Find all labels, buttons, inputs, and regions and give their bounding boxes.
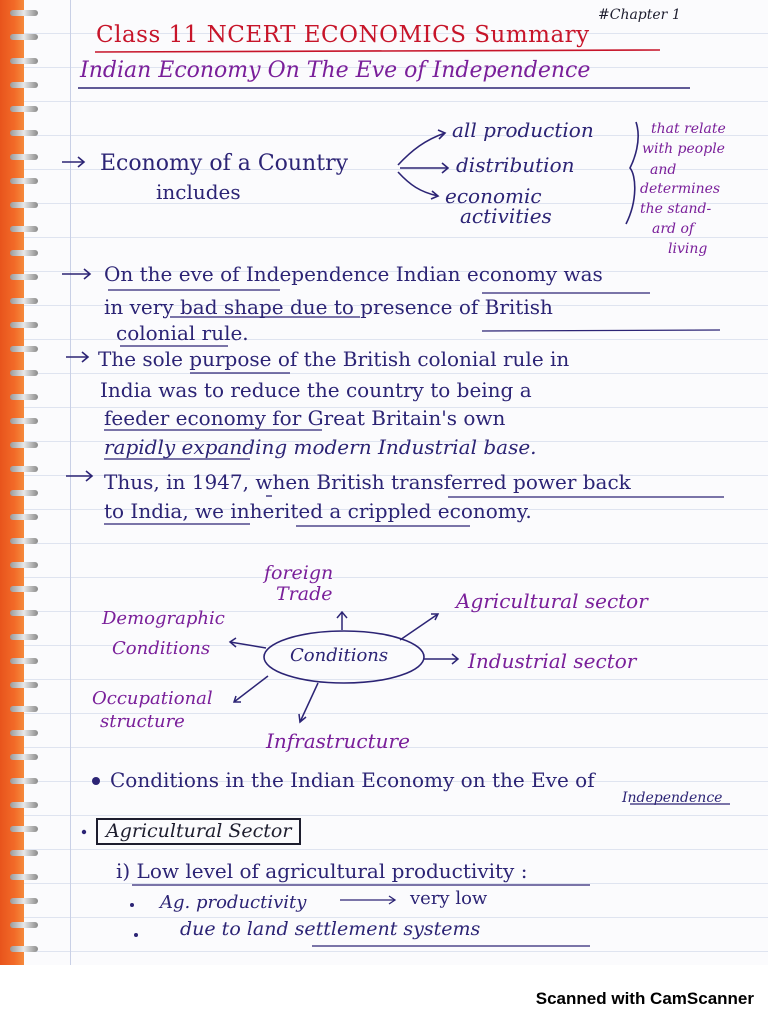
diagram-demographic-1: Demographic xyxy=(102,608,225,629)
diagram-foreign-2: Trade xyxy=(276,583,333,605)
diagram-industrial: Industrial sector xyxy=(468,649,637,673)
scanner-footer xyxy=(0,965,768,1024)
diagram-infra: Infrastructure xyxy=(266,729,410,753)
agricultural-sector-box: Agricultural Sector xyxy=(96,818,301,845)
diagram-center-label: Conditions xyxy=(290,645,389,666)
point1-line3: colonial rule. xyxy=(116,321,249,345)
bullet1-a: Ag. productivity xyxy=(160,892,307,913)
diagram-occupational-1: Occupational xyxy=(92,688,213,709)
point2-line3: feeder economy for Great Britain's own xyxy=(104,406,506,430)
economy-note-3: and xyxy=(650,162,677,178)
point2-line1: The sole purpose of the British colonial rule in xyxy=(98,347,570,371)
point2-line2: India was to reduce the country to being a xyxy=(100,378,532,402)
economy-note-6: ard of xyxy=(652,221,695,237)
economy-item-distribution: distribution xyxy=(456,153,575,177)
point2-line4: rapidly expanding modern Industrial base. xyxy=(104,435,537,459)
page-subtitle: Indian Economy On The Eve of Independence xyxy=(80,58,591,83)
diagram-occupational-2: structure xyxy=(100,711,185,732)
scanner-watermark: Scanned with CamScanner xyxy=(535,989,754,1008)
economy-note-1: that relate xyxy=(651,121,726,137)
economy-item-activities: activities xyxy=(460,204,552,228)
economy-note-5: the stand- xyxy=(640,201,712,217)
point3-line2: to India, we inherited a crippled economy. xyxy=(104,499,532,523)
economy-includes: includes xyxy=(156,180,241,204)
section-heading: Conditions in the Indian Economy on the Eve of xyxy=(110,768,595,792)
page-title: Class 11 NCERT ECONOMICS Summary xyxy=(96,22,590,48)
point1-line2: in very bad shape due to presence of British xyxy=(104,295,553,319)
diagram-foreign-1: foreign xyxy=(264,562,334,584)
bullet1-b: very low xyxy=(410,888,488,909)
economy-note-2: with people xyxy=(642,141,725,157)
chapter-tag: #Chapter 1 xyxy=(598,7,681,23)
diagram-demographic-2: Conditions xyxy=(112,638,211,659)
bullet2: due to land settlement systems xyxy=(180,918,481,940)
economy-item-economic: economic xyxy=(445,184,542,208)
economy-note-4: determines xyxy=(640,181,721,197)
subheading-productivity: i) Low level of agricultural productivity : xyxy=(116,859,528,883)
point1-line1: On the eve of Independence Indian economy was xyxy=(104,262,603,286)
section-heading-cont: Independence xyxy=(622,790,723,806)
economy-note-7: living xyxy=(668,241,708,257)
economy-item-production: all production xyxy=(452,118,594,142)
point3-line1: Thus, in 1947, when British transferred power back xyxy=(104,470,631,494)
diagram-agri: Agricultural sector xyxy=(456,589,648,613)
economy-main: Economy of a Country xyxy=(100,151,349,176)
